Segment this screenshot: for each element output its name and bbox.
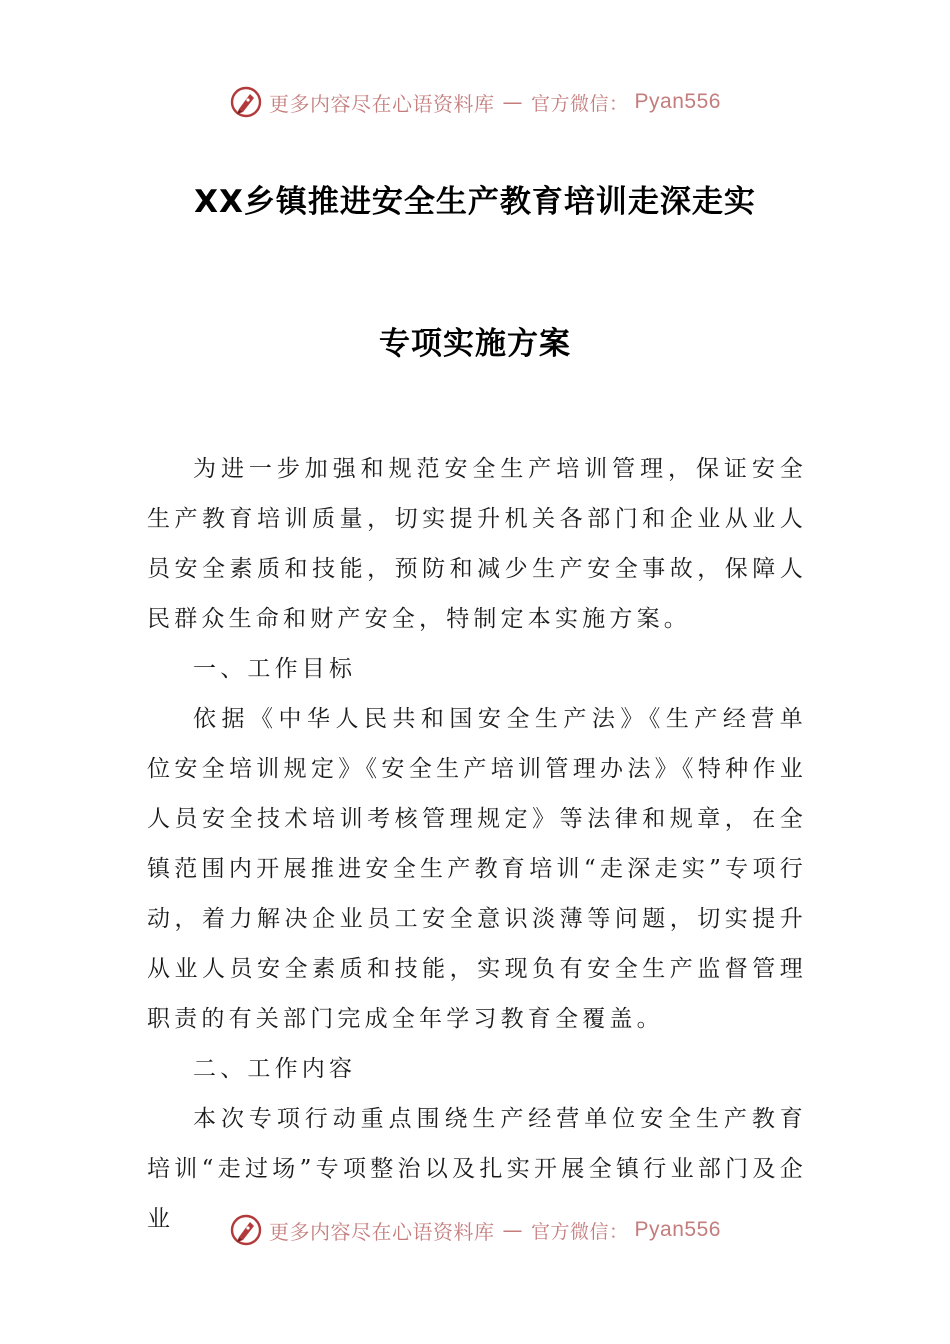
document-title-line1: XX乡镇推进安全生产教育培训走深走实 <box>194 184 756 220</box>
paragraph-intro: 为进一步加强和规范安全生产培训管理，保证安全生产教育培训质量，切实提升机关各部门和企业从业人员安全素质和技能，预防和减少生产安全事故，保障人民群众生命和财产安全，特制定本实施方案。 <box>147 456 807 632</box>
section-heading-content: 二、工作内容 <box>193 1056 357 1082</box>
paragraph-goals: 依据《中华人民共和国安全生产法》《生产经营单位安全培训规定》《安全生产培训管理办法》《特种作业人员安全技术培训考核管理规定》等法律和规章，在全镇范围内开展推进安全生产教育培训“走深走实”专项行动，着力解决企业员工安全意识淡薄等问题，切实提升从业人员安全素质和技能，实现负有安全生产监督管理职责的有关部门完成全年学习教育全覆盖。 <box>147 706 807 1032</box>
watermark-wechat-id: Pyan556 <box>634 1218 721 1241</box>
watermark-separator: — <box>502 1218 524 1242</box>
paragraph-content: 本次专项行动重点围绕生产经营单位安全生产教育培训“走过场”专项整治以及扎实开展全镇行业部门及企业 <box>147 1106 807 1232</box>
watermark-text: 更多内容尽在心语资料库 <box>269 91 495 116</box>
watermark-text: 更多内容尽在心语资料库 <box>269 1219 495 1244</box>
watermark-separator: — <box>502 90 524 114</box>
pen-nib-logo-icon <box>229 85 263 119</box>
document-title-line2: 专项实施方案 <box>379 326 571 362</box>
watermark-official-label: 官方微信： <box>531 92 629 115</box>
document-body <box>147 444 807 1244</box>
section-heading-goals: 一、工作目标 <box>193 656 357 682</box>
watermark-official-label: 官方微信： <box>531 1220 629 1243</box>
header-watermark <box>0 82 950 122</box>
watermark-wechat-id: Pyan556 <box>634 90 721 113</box>
footer-watermark <box>0 1210 950 1250</box>
pen-nib-logo-icon <box>229 1213 263 1247</box>
